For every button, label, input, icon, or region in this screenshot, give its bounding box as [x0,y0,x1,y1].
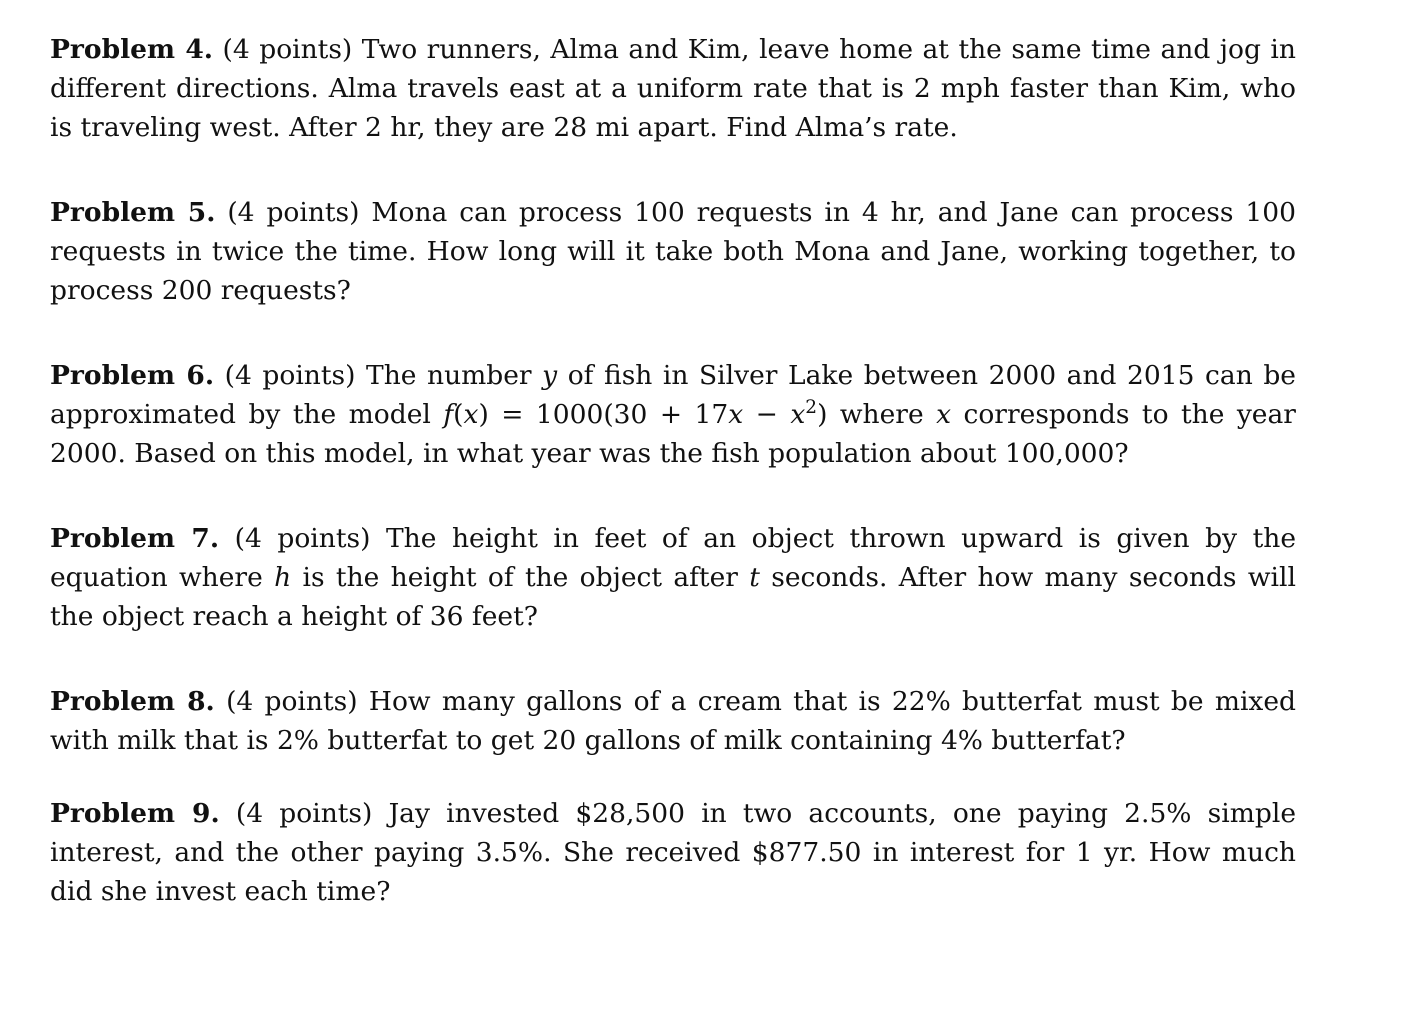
problem-4 [50,30,1296,147]
problem-text-after: corresponds to the year 2000. Based on this model, in what year was the fish population about 100,000? [50,399,1296,469]
problem-label: Problem 9. [50,798,220,829]
paren-close: ) [817,399,828,430]
problem-text-before: The height in feet of an object thrown upward is given by the equation where [50,523,1297,593]
problem-points: (4 points) [234,523,371,554]
paren-close: ) [478,399,489,430]
problem-text-mid: where [839,399,924,430]
problem-label: Problem 4. [50,34,214,65]
problem-text-mid: is the height of the object after [302,562,738,593]
model-formula [443,396,828,430]
function-name: f [443,399,454,430]
problem-points: (4 points) [235,798,373,829]
problem-7 [50,519,1296,636]
problem-text: How many gallons of a cream that is 22% butterfat must be mixed with milk that is 2% butterfat to get 20 gallons of milk containing 4% butterfat? [50,686,1297,756]
problem-text-after: seconds. After how many seconds will the object reach a height of 36 feet? [50,562,1296,632]
problem-text: Two runners, Alma and Kim, leave home at the same time and jog in different directions. Alma travels east at a uniform rate that is 2 mph faster than Kim, who is traveling west. After 2 hr, they are 28 mi apart. Find Alma’s rate. [50,34,1296,143]
equals-sign: = [501,399,524,430]
problem-points: (4 points) [224,360,356,391]
formula-variable: x [728,399,744,430]
problem-5 [50,193,1296,310]
exponent: 2 [805,396,818,418]
problem-text: Mona can process 100 requests in 4 hr, and Jane can process 100 requests in twice the time. How long will it take both Mona and Jane, working together, to process 200 requests? [50,197,1296,306]
problem-text: Jay invested $28,500 in two accounts, one paying 2.5% simple interest, and the other paying 3.5%. She received $877.50 in interest for 1 yr. How much did she invest each time? [50,798,1296,907]
variable-y: y [542,360,558,391]
problem-label: Problem 5. [50,197,216,228]
problem-sheet [50,30,1296,957]
variable-x: x [936,399,952,430]
problem-9 [50,794,1296,911]
problem-text-before: The number [366,360,532,391]
problem-label: Problem 6. [50,360,215,391]
paren-open: ( [453,399,464,430]
problem-label: Problem 7. [50,523,220,554]
formula-coefficients: 1000(30 + 17 [535,399,729,430]
formula-variable-squared: x [790,399,806,430]
problem-points: (4 points) [222,34,353,65]
variable-h: h [274,562,292,593]
problem-6 [50,356,1296,473]
problem-points: (4 points) [226,686,358,717]
problem-points: (4 points) [227,197,360,228]
problem-label: Problem 8. [50,686,215,717]
function-variable: x [463,399,479,430]
problem-text-mid: of fish in Silver Lake between 2000 and 2015 can be approximated by the model [50,360,1296,430]
minus-sign: − [755,399,778,430]
problem-8 [50,682,1296,760]
variable-t: t [749,562,760,593]
